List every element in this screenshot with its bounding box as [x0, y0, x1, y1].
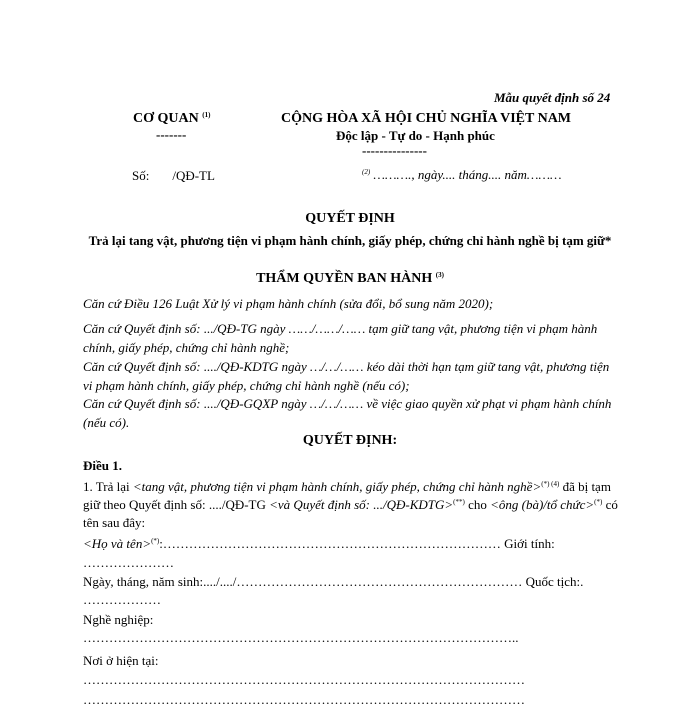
document-subject: Trả lại tang vật, phương tiện vi phạm hành chính, giấy phép, chứng chỉ hành nghề bị tạm giữ* — [88, 233, 612, 248]
field-full-name[interactable]: <Họ và tên>(*):…………………………………………………………………… Giới tính: — [83, 536, 555, 551]
clause-1: 1. Trả lại <tang vật, phương tiện vi phạm hành chính, giấy phép, chứng chỉ hành nghề>$^{(*) (4)}$ đã bị tạm giữ theo Quyết định số: ..../QĐ-TG <và Quyết định số: .../QĐ-KDTG>(**) cho <ông (bà)/tổ chức>(*) có tên sau đây: — [83, 479, 618, 530]
legal-basis-3: Căn cứ Quyết định số: ..../QĐ-KDTG ngày …/…/…… kéo dài thời hạn tạm giữ tang vật, phương tiện vi phạm hành chính, giấy phép, chứng chỉ hành nghề (nếu có); — [83, 359, 610, 393]
field-occupation-dots[interactable]: ……………………………………………………………………………………….. — [83, 630, 519, 645]
legal-basis-1: Căn cứ Điều 126 Luật Xử lý vi phạm hành chính (sửa đổi, bổ sung năm 2020); — [83, 296, 494, 311]
field-gender-dots[interactable]: ………………… — [83, 555, 174, 570]
article-1-heading: Điều 1. — [83, 458, 122, 473]
legal-basis-4: Căn cứ Quyết định số: ..../QĐ-GQXP ngày …/…/…… về việc giao quyền xử phạt vi phạm hành chính (nếu có). — [83, 396, 612, 430]
field-residence-dots-1[interactable]: ………………………………………………………………………………………… — [83, 672, 525, 687]
agency-separator: ------- — [156, 127, 187, 142]
motto-separator: --------------- — [362, 143, 427, 158]
field-nationality-dots[interactable]: ……………… — [83, 592, 161, 607]
place-date: $^{(2)}$ ………., ngày.... tháng.... năm……… — [362, 167, 562, 182]
field-residence-dots-2[interactable]: ………………………………………………………………………………………… — [83, 692, 525, 707]
issuing-authority: THẨM QUYỀN BAN HÀNH $^{(3)}$ — [256, 271, 444, 286]
decision-number: Số: /QĐ-TL — [132, 168, 215, 183]
agency-name: CƠ QUAN $^{(1)}$ — [133, 111, 211, 126]
legal-basis-2: Căn cứ Quyết định số: .../QĐ-TG ngày ……/……/…… tạm giữ tang vật, phương tiện vi phạm hành chính, giấy phép, chứng chỉ hành nghề; — [83, 321, 598, 355]
field-gender-label: Giới tính: — [504, 536, 555, 551]
field-residence-label: Nơi ở hiện tại: — [83, 653, 159, 668]
form-number: Mẫu quyết định số 24 — [494, 90, 611, 105]
document-title: QUYẾT ĐỊNH — [305, 211, 395, 226]
national-title: CỘNG HÒA XÃ HỘI CHỦ NGHĨA VIỆT NAM — [281, 111, 572, 126]
field-birthdate[interactable]: Ngày, tháng, năm sinh:..../..../………………………………………………………… Quốc tịch:. — [83, 574, 584, 589]
field-occupation-label: Nghề nghiệp: — [83, 612, 154, 627]
national-motto: Độc lập - Tự do - Hạnh phúc — [336, 128, 495, 143]
decision-heading: QUYẾT ĐỊNH: — [302, 433, 398, 448]
